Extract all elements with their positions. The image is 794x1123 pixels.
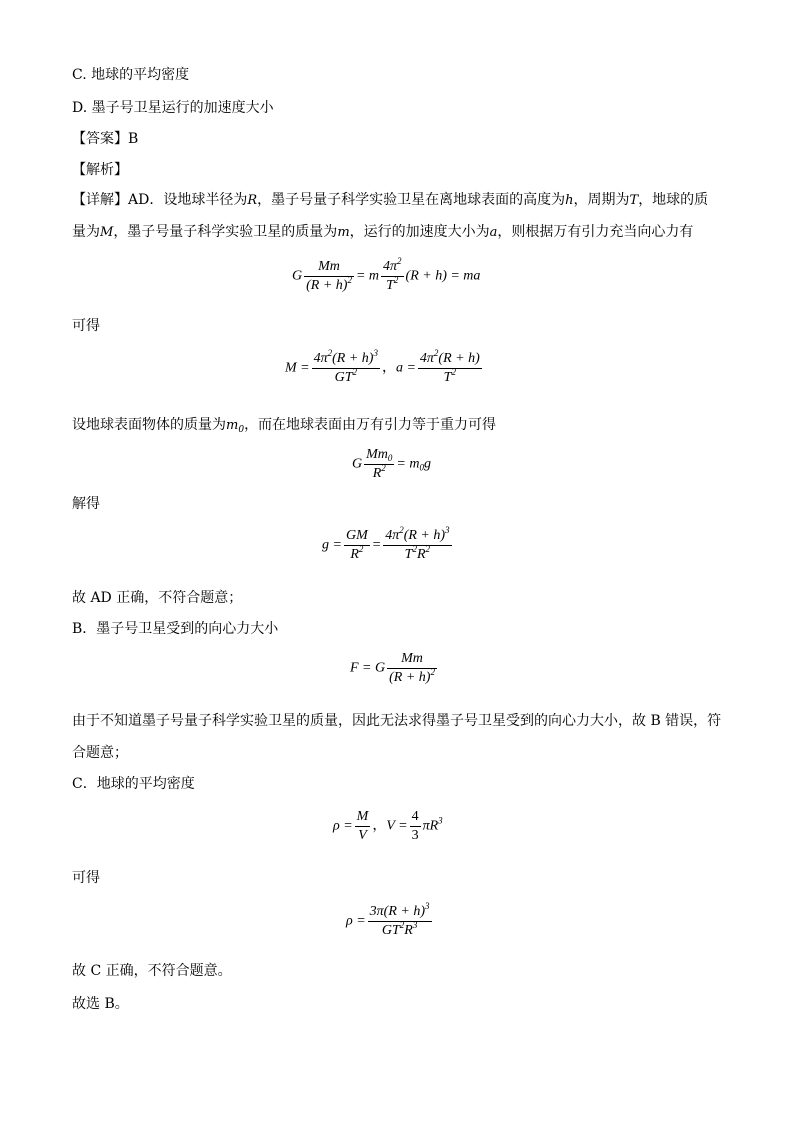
jiede-line: 解得 [72,496,100,512]
var-m0: $m_0$ [226,418,245,435]
b-reason-paragraph: 由于不知道墨子号量子科学实验卫星的质量，因此无法求得墨子号卫星受到的向心力大小，故 B 错误，符合题意； [72,713,722,761]
option-d: D. 墨子号卫星运行的加速度大小 [72,100,274,116]
var-M: M [100,225,114,240]
equation-g: g = $\frac{GM}{R^2}$ = $\frac{4\pi^2(R + h)^3}{T^2R^2}$ [322,525,450,562]
analysis-heading: 【解析】 [72,162,128,178]
var-T: T [629,193,639,208]
equation-gravity-centripetal: G $\frac{Mm}{(R + h)^2}$ = m $\frac{4\pi^2}{T^2}$ (R + h) = ma [292,256,481,293]
c-correct-line: 故 C 正确，不符合题意。 [72,963,232,979]
kede-line-2: 可得 [72,870,100,886]
var-R: R [247,193,258,208]
kede-line-1: 可得 [72,318,100,334]
ad-correct-line: 故 AD 正确，不符合题意； [72,590,243,606]
var-m: m [337,225,350,240]
var-a: a [489,225,498,240]
detail-paragraph-line2: 量为M，墨子号量子科学实验卫星的质量为m，运行的加速度大小为a，则根据万有引力充当向心力有 [72,224,694,240]
option-c: C. 地球的平均密度 [72,67,190,83]
equation-density-volume: ρ = $\frac{M}{V}$ ，V = $\frac{4}{3}$ $\pi R^3$ [333,809,443,843]
c-heading: C．地球的平均密度 [72,776,195,792]
equation-density-result: ρ = $\frac{3\pi(R + h)^3}{GT^2R^3}$ [346,901,430,938]
equation-surface-gravity: G $\frac{Mm_0}{R^2}$ = $m_0g$ [352,447,431,481]
b-heading: B．墨子号卫星受到的向心力大小 [72,621,279,637]
equation-mass-acceleration: M = $\frac{4\pi^2(R + h)^3}{GT^2}$ ，a = $\frac{4\pi^2(R + h)}{T^2}$ [285,348,480,385]
var-h: h [565,193,574,208]
surface-line: 设地球表面物体的质量为$m_0$，而在地球表面由万有引力等于重力可得 [72,417,497,435]
equation-centripetal-force: F = G $\frac{Mm}{(R + h)^2}$ [350,651,435,685]
answer-line: 【答案】B [72,131,139,147]
choose-line: 故选 B。 [72,996,129,1012]
detail-paragraph-line1: 【详解】AD．设地球半径为R，墨子号量子科学实验卫星在离地球表面的高度为h，周期为T，地球的质 [72,192,709,208]
